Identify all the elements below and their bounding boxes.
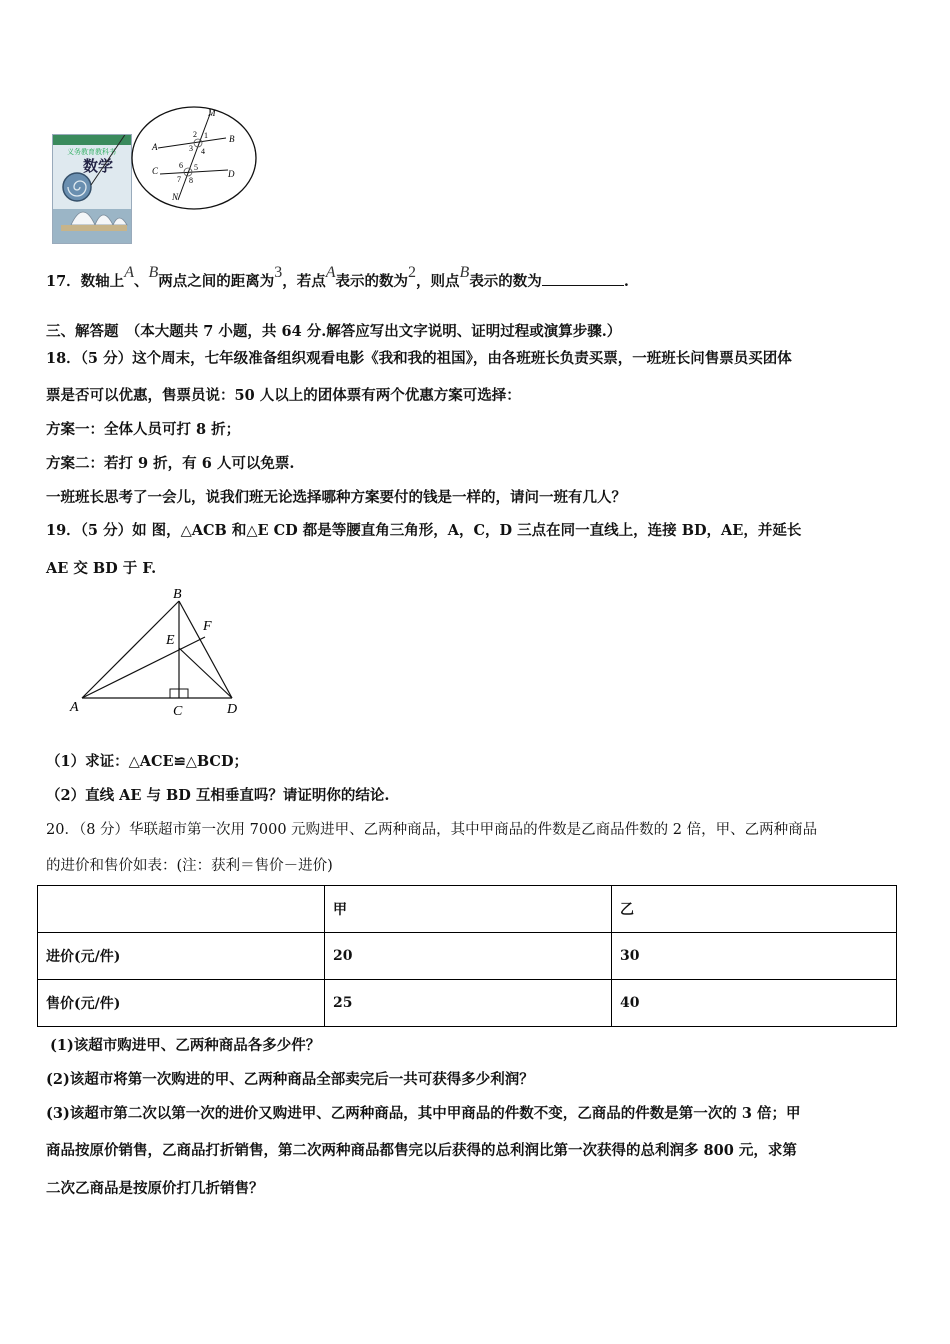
label-B: B <box>229 134 235 144</box>
price-table <box>37 885 897 1027</box>
q17-text5: 表示的数为 <box>469 273 542 290</box>
magnified-lines-diagram <box>128 104 258 214</box>
table-cell: 20 <box>325 933 612 980</box>
q17-point-a2: A <box>325 264 336 281</box>
fig-label-B: B <box>173 587 182 602</box>
fig-label-A: A <box>70 700 79 715</box>
cover-subtitle: 义务教育教科书 <box>67 148 116 156</box>
angle-1: 1 <box>204 131 208 140</box>
fig-label-D: D <box>227 702 238 717</box>
q17-distance: 3 <box>274 264 283 281</box>
q20-part3-line3: 二次乙商品是按原价打几折销售？ <box>46 1180 264 1197</box>
label-C: C <box>152 166 159 176</box>
table-row <box>38 933 897 980</box>
q20-part3-line2: 商品按原价销售，乙商品打折销售，第二次两种商品都售完以后获得的总利润比第一次获得的总利润多 800 元，求第 <box>46 1142 797 1159</box>
angle-8: 8 <box>189 176 193 185</box>
fig-label-C: C <box>173 704 183 719</box>
q18-question: 一班班长思考了一会儿，说我们班无论选择哪种方案要付的钱是一样的，请问一班有几人？ <box>46 489 626 506</box>
q17-value: 2 <box>408 264 417 281</box>
table-row <box>38 980 897 1027</box>
angle-7: 7 <box>177 175 181 184</box>
q17-point-b: B <box>148 264 159 281</box>
triangle-diagram <box>66 584 256 720</box>
q18-line2: 票是否可以优惠，售票员说：50 人以上的团体票有两个优惠方案可选择： <box>46 387 521 404</box>
q20-line2: 的进价和售价如表：(注：获利＝售价－进价) <box>46 858 333 874</box>
cover-art <box>53 135 131 243</box>
q17-text1: 两点之间的距离为 <box>158 273 275 290</box>
label-A: A <box>152 142 158 152</box>
table-cell: 30 <box>612 933 897 980</box>
fig-label-E: E <box>166 633 175 648</box>
question-17 <box>46 264 629 291</box>
angle-3: 3 <box>189 144 193 153</box>
q17-text3: 表示的数为 <box>335 273 409 290</box>
table-header-row <box>38 886 897 933</box>
angle-2: 2 <box>193 130 197 139</box>
table-cell: 售价(元/件) <box>38 980 325 1027</box>
q20-part2: (2)该超市将第一次购进的甲、乙两种商品全部卖完后一共可获得多少利润？ <box>46 1071 534 1088</box>
label-M: M <box>208 108 216 118</box>
q18-line1: 18．（5 分）这个周末，七年级准备组织观看电影《我和我的祖国》，由各班班长负责买票，一班班长问售票员买团体 <box>46 350 792 367</box>
q18-plan2: 方案二：若打 9 折，有 6 人可以免票. <box>46 455 295 472</box>
q20-part1: (1)该超市购进甲、乙两种商品各多少件？ <box>50 1037 321 1054</box>
q17-answer-blank <box>542 271 624 286</box>
q19-line1: 19．（5 分）如 图，△ACB 和△E CD 都是等腰直角三角形，A，C，D 三点在同一直线上，连接 BD，AE，并延长 <box>46 522 802 539</box>
q19-line2: AE 交 BD 于 F. <box>46 560 157 577</box>
q17-prefix: 17．数轴上 <box>46 273 125 290</box>
q17-text2: ，若点 <box>282 273 326 290</box>
q17-sep: 、 <box>133 273 149 290</box>
table-cell: 40 <box>612 980 897 1027</box>
q19-part2: （2）直线 AE 与 BD 互相垂直吗？请证明你的结论. <box>46 787 390 804</box>
q17-point-a: A <box>124 264 134 281</box>
q20-part3-line1: (3)该超市第二次以第一次的进价又购进甲、乙两种商品，其中甲商品的件数不变，乙商品的件数是第一次的 3 倍；甲 <box>46 1105 801 1122</box>
table-cell: 25 <box>325 980 612 1027</box>
table-header-cell <box>38 886 325 933</box>
q18-plan1: 方案一：全体人员可打 8 折； <box>46 421 241 438</box>
q19-part1: （1）求证：△ACE≌△BCD； <box>46 753 249 770</box>
angle-6: 6 <box>179 161 183 170</box>
label-D: D <box>228 169 235 179</box>
angle-4: 4 <box>201 147 205 156</box>
table-cell: 进价(元/件) <box>38 933 325 980</box>
fig-label-F: F <box>203 619 212 634</box>
textbook-cover-image <box>52 134 132 244</box>
q20-line1: 20．（8 分）华联超市第一次用 7000 元购进甲、乙两种商品，其中甲商品的件数是乙商品件数的 2 倍，甲、乙两种商品 <box>46 822 818 838</box>
angle-5: 5 <box>194 163 198 172</box>
q17-text4: ，则点 <box>416 273 460 290</box>
label-N: N <box>172 192 179 202</box>
table-header-cell: 甲 <box>325 886 612 933</box>
section-3-heading: 三、解答题 （本大题共 7 小题，共 64 分.解答应写出文字说明、证明过程或演算步骤.） <box>46 323 622 340</box>
q17-end: . <box>623 273 629 290</box>
cover-title: 数学 <box>83 157 114 175</box>
q17-point-b2: B <box>459 264 470 281</box>
table-header-cell: 乙 <box>612 886 897 933</box>
